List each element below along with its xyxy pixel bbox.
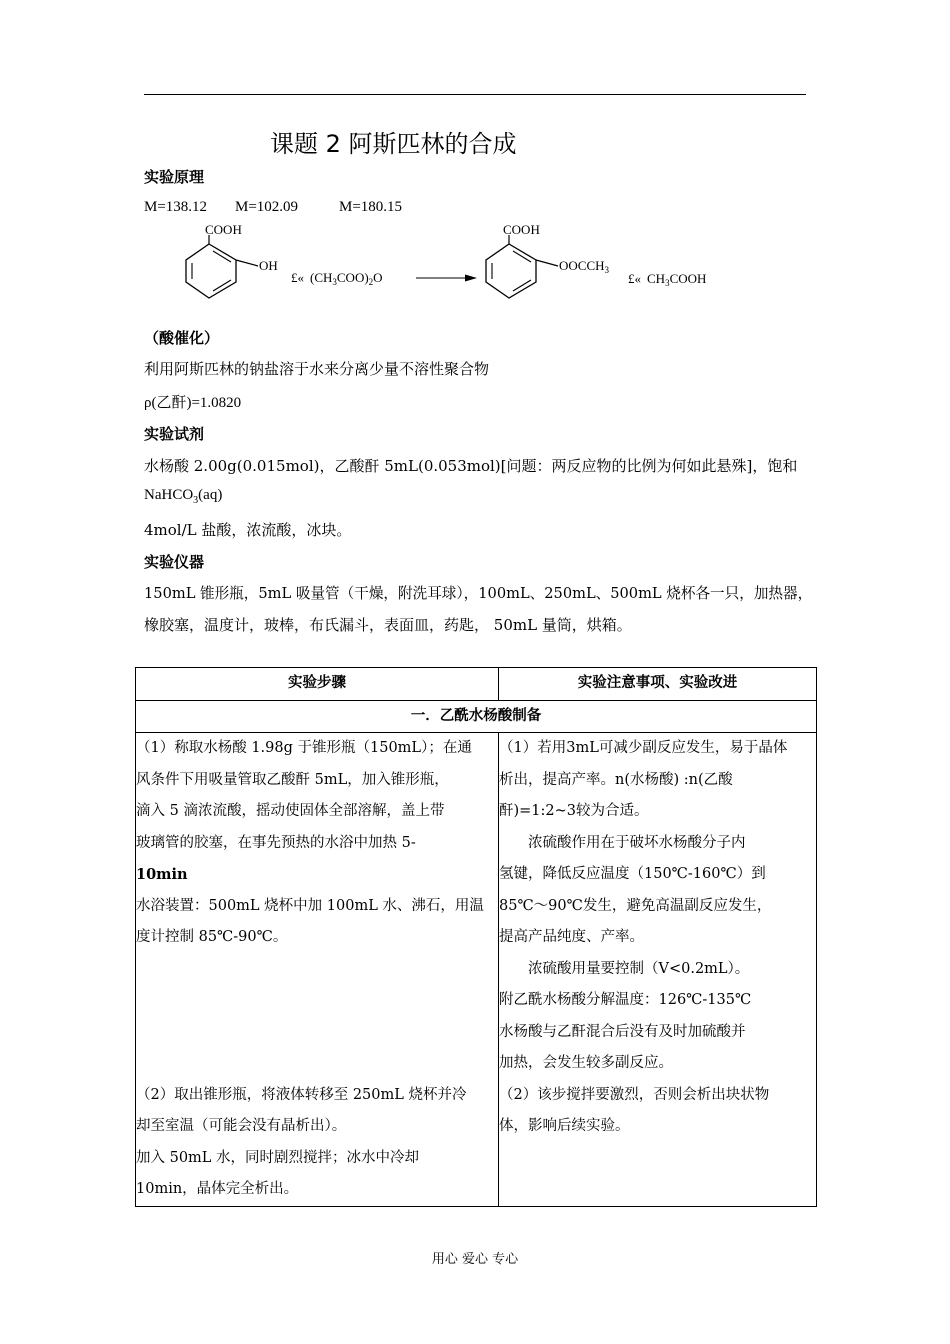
table-row (136, 733, 817, 1207)
note-1-line: 加热，会发生较多副反应。 (499, 1055, 673, 1071)
step-1-line: 风条件下用吸量管取乙酸酐 5mL，加入锥形瓶， (136, 771, 449, 788)
apparatus-heading: 实验仪器 (144, 553, 205, 571)
product-ester-label: $OOCCH_3$ (559, 258, 610, 275)
note-1-line: 浓硫酸用量要控制（V<0.2mL）。 (528, 960, 750, 977)
note-1-line: 氢键，降低反应温度（150℃-160℃）到 (499, 866, 766, 882)
mass-aspirin: M=180.15 (339, 199, 403, 215)
mass-acetic-anhydride: M=102.09 (235, 199, 299, 215)
step-1-line: 滴入 5 滴浓流酸，摇动使固体全部溶解，盖上带 (136, 803, 445, 819)
steps-cell (136, 733, 499, 1207)
reaction-arrow-icon (465, 275, 477, 282)
reactant-cooh-label: COOH (205, 222, 242, 237)
density-value: ρ(乙酐)=1.0820 (144, 395, 242, 411)
aspirin-structure (486, 222, 610, 298)
page-title: 课题 2 阿斯匹林的合成 (270, 130, 517, 158)
apparatus-line-1: 150mL 锥形瓶，5mL 吸量管（干燥，附洗耳球），100mL、250mL、500mL 烧杯各一只，加热器， (144, 585, 813, 602)
note-1-line: 85℃～90℃发生，避免高温副反应发生， (499, 897, 772, 914)
water-bath-line: 度计控制 85℃-90℃。 (136, 929, 288, 945)
step-1-line: 10min (136, 866, 188, 883)
byproduct-plus: £« (628, 271, 641, 286)
note-2-line: 体，影响后续实验。 (499, 1118, 630, 1134)
reagent-plus: £« (291, 270, 304, 285)
section-title: 一．乙酰水杨酸制备 (136, 700, 817, 733)
apparatus-line-2: 橡胶塞，温度计，玻棒，布氏漏斗，表面皿，药匙， 50mL 量筒，烘箱。 (144, 616, 632, 634)
step-2-line: 却至室温（可能会没有晶析出）。 (136, 1118, 347, 1134)
reaction-equation (180, 222, 740, 304)
step-1-line: （1）称取水杨酸 1.98g 于锥形瓶（150mL）；在通 (136, 740, 472, 756)
experiment-table (135, 667, 817, 1207)
catalysis-note: （酸催化） (144, 329, 220, 347)
section-row (136, 700, 817, 733)
step-2-line: 10min，晶体完全析出。 (136, 1181, 299, 1197)
step-1-line: 玻璃管的胶塞，在事先预热的水浴中加热 5- (136, 834, 416, 851)
salicylic-acid-structure (186, 222, 278, 298)
note-1-line: 酐)=1:2~3较为合适。 (499, 803, 649, 819)
principle-note: 利用阿斯匹林的钠盐溶于水来分离少量不溶性聚合物 (144, 360, 490, 378)
reagents-heading: 实验试剂 (144, 425, 205, 443)
principle-heading: 实验原理 (144, 168, 205, 186)
spacer (136, 954, 498, 1080)
mass-salicylic-acid: M=138.12 (144, 199, 208, 215)
reactant-oh-label: OH (259, 258, 278, 273)
table-header-row (136, 668, 817, 701)
product-cooh-label: COOH (503, 222, 540, 237)
reagents-line-1: 水杨酸 2.00g(0.015mol)，乙酸酐 5mL(0.053mol)[问题：两反应物的比例为何如此悬殊]，饱和 (144, 457, 798, 475)
header-steps: 实验步骤 (136, 668, 499, 701)
note-1-line: 附乙酰水杨酸分解温度：126℃-135℃ (499, 992, 752, 1008)
page-footer: 用心 爱心 专心 (431, 1252, 519, 1267)
byproduct-formula: $CH_3COOH$ (647, 271, 707, 288)
notes-cell (499, 733, 817, 1207)
reagent-formula: $(CH_3COO)_2O$ (310, 270, 383, 287)
header-rule (144, 94, 806, 95)
reagents-line-2: NaHCO$_3$(aq) (144, 487, 223, 506)
reagents-line-3: 4mol/L 盐酸，浓流酸，冰块。 (144, 521, 352, 539)
step-2-line: 加入 50mL 水，同时剧烈搅拌；冰水中冷却 (136, 1149, 420, 1166)
note-2-line: （2）该步搅拌要激烈，否则会析出块状物 (499, 1086, 770, 1103)
header-notes: 实验注意事项、实验改进 (499, 668, 817, 701)
note-1-line: 浓硫酸作用在于破坏水杨酸分子内 (528, 834, 746, 851)
note-1-line: 析出，提高产率。n(水杨酸) :n(乙酸 (499, 771, 733, 788)
note-1-line: 水杨酸与乙酐混合后没有及时加硫酸并 (499, 1023, 746, 1040)
step-2-line: （2）取出锥形瓶，将液体转移至 250mL 烧杯并冷 (136, 1086, 467, 1103)
note-1-line: （1）若用3mL可减少副反应发生，易于晶体 (499, 740, 788, 756)
water-bath-line: 水浴装置：500mL 烧杯中加 100mL 水、沸石，用温 (136, 897, 484, 914)
note-1-line: 提高产品纯度、产率。 (499, 929, 644, 945)
